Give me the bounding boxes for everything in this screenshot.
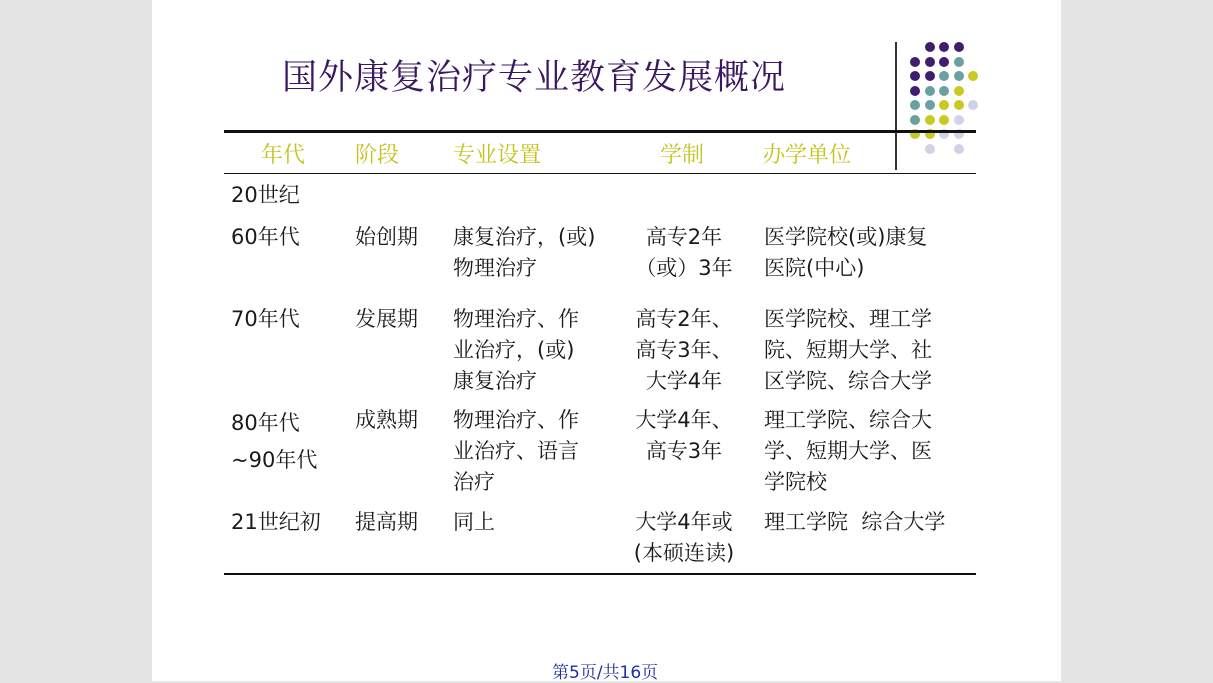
- header-system: 学制: [660, 143, 705, 168]
- row-2-institution: 医学院校、理工学 院、短期大学、社 区学院、综合大学: [764, 307, 932, 393]
- decoration-dot: [925, 57, 935, 67]
- decoration-dot: [925, 144, 935, 154]
- decoration-dot: [954, 71, 964, 81]
- decoration-dot: [939, 42, 949, 52]
- decoration-dot: [925, 115, 935, 125]
- row-4-system: 大学4年或 (本硕连读): [633, 510, 735, 565]
- row-2-stage: 发展期: [355, 307, 418, 331]
- header-institution: 办学单位: [763, 143, 852, 168]
- row-3-institution: 理工学院、综合大 学、短期大学、医 学院校: [764, 408, 932, 494]
- row-1-institution: 医学院校(或)康复 医院(中心): [764, 225, 928, 280]
- decoration-dot: [910, 100, 920, 110]
- decoration-dot: [939, 86, 949, 96]
- page-footer: 第5页/共16页: [552, 663, 659, 683]
- decoration-dot: [954, 115, 964, 125]
- decoration-dot: [954, 57, 964, 67]
- row-1-major: 康复治疗，(或) 物理治疗: [453, 225, 596, 280]
- row-4-stage: 提高期: [355, 510, 418, 534]
- row-3-system: 大学4年、 高专3年: [635, 408, 733, 463]
- decoration-dot: [954, 144, 964, 154]
- decoration-dot: [925, 42, 935, 52]
- row-2-major: 物理治疗、作 业治疗，(或) 康复治疗: [453, 307, 579, 393]
- row-3-major: 物理治疗、作 业治疗、语言 治疗: [453, 408, 579, 494]
- decoration-dot: [910, 115, 920, 125]
- title-divider: [895, 42, 897, 170]
- table-bottom-rule: [224, 573, 976, 575]
- row-3-era: 80年代 ~90年代: [231, 411, 318, 472]
- table-header-rule: [224, 173, 976, 174]
- decoration-dot: [939, 71, 949, 81]
- decoration-dot: [910, 86, 920, 96]
- row-1-system: 高专2年 （或）3年: [635, 225, 733, 280]
- decoration-dot: [954, 42, 964, 52]
- row-3-stage: 成熟期: [355, 408, 418, 432]
- decoration-dot: [968, 71, 978, 81]
- decoration-dot: [910, 57, 920, 67]
- header-stage: 阶段: [355, 143, 400, 168]
- decoration-dot: [910, 71, 920, 81]
- slide: [152, 0, 1061, 681]
- header-era: 年代: [261, 143, 306, 168]
- decoration-dot: [954, 86, 964, 96]
- decoration-dot: [925, 100, 935, 110]
- decoration-dot: [925, 86, 935, 96]
- decoration-dot: [939, 100, 949, 110]
- row-2-system: 高专2年、 高专3年、 大学4年: [635, 307, 733, 393]
- slide-title: 国外康复治疗专业教育发展概况: [282, 58, 787, 98]
- row-0-era: 20世纪: [231, 183, 300, 207]
- row-1-era: 60年代: [231, 225, 300, 249]
- row-4-major: 同上: [453, 510, 495, 534]
- row-4-era: 21世纪初: [231, 510, 321, 534]
- decoration-dot: [939, 57, 949, 67]
- decoration-dot: [925, 71, 935, 81]
- header-major: 专业设置: [453, 143, 542, 168]
- decoration-dot: [968, 100, 978, 110]
- row-4-institution: 理工学院 综合大学: [764, 510, 946, 534]
- row-1-stage: 始创期: [355, 225, 418, 249]
- decoration-dot: [939, 115, 949, 125]
- table-top-rule: [224, 130, 976, 133]
- row-2-era: 70年代: [231, 307, 300, 331]
- decoration-dot: [954, 100, 964, 110]
